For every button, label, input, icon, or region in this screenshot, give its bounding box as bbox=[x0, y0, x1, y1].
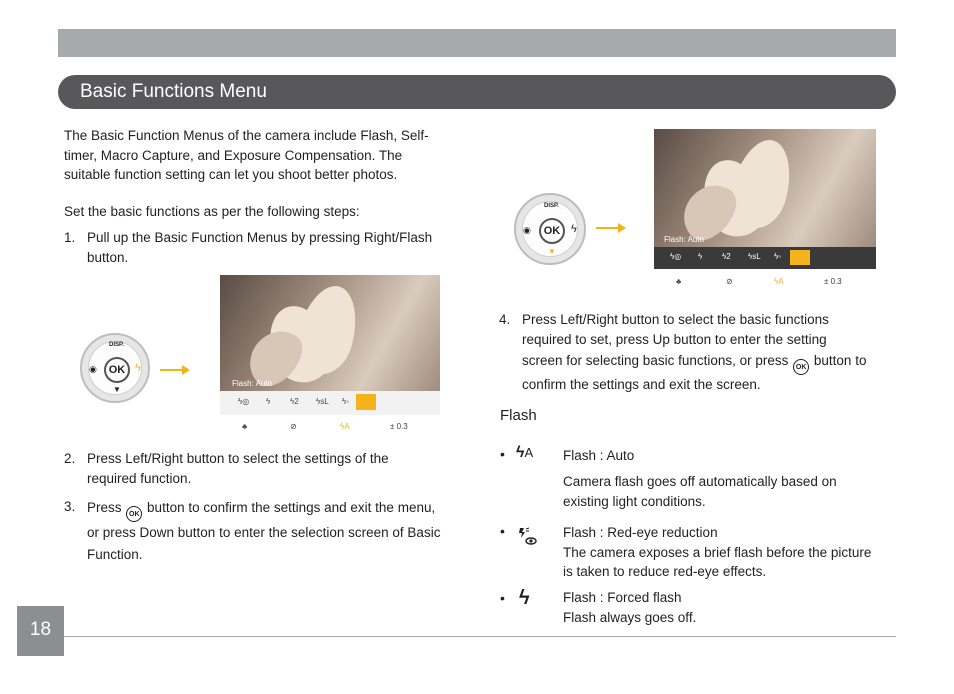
flash-icon: ϟ bbox=[571, 223, 577, 235]
camera-screen bbox=[654, 129, 876, 295]
step-3-pre: Press bbox=[87, 500, 122, 515]
step-4-line: Press Left/Right button to select the basic functions bbox=[522, 312, 829, 327]
section-title-bar bbox=[58, 75, 896, 109]
step-4-number: 4. bbox=[499, 312, 511, 327]
intro-paragraph bbox=[64, 126, 464, 185]
red-eye-icon bbox=[518, 526, 540, 548]
step-4-line: confirm the settings and exit the screen. bbox=[522, 377, 761, 392]
desc-line: The camera exposes a brief flash before the picture bbox=[563, 544, 872, 560]
control-dial bbox=[514, 193, 586, 265]
macro-icon: ◉ bbox=[523, 225, 531, 235]
ok-button-icon: OK bbox=[104, 357, 130, 383]
forced-flash-label: Flash : Forced flash bbox=[563, 590, 682, 605]
step-1-line: Pull up the Basic Function Menus by pressing Right/Flash bbox=[87, 230, 433, 245]
bullet: • bbox=[500, 590, 505, 606]
step-1-number: 1. bbox=[64, 230, 76, 245]
intro-line: suitable function setting can let you shoot better photos. bbox=[64, 167, 398, 182]
screen-caption: Flash: Auto bbox=[232, 379, 273, 388]
step-3-text bbox=[87, 497, 467, 566]
disp-label: DISP. bbox=[109, 342, 124, 348]
flash-auto-icon: ϟA bbox=[516, 444, 534, 461]
red-eye-label: Flash : Red-eye reduction bbox=[563, 525, 718, 540]
arrow-right-icon bbox=[596, 227, 618, 229]
intro-line: timer, Macro Capture, and Exposure Compensation. The bbox=[64, 147, 403, 163]
step-2-line: Press Left/Right button to select the settings of the bbox=[87, 451, 389, 466]
selected-option bbox=[356, 394, 376, 410]
red-eye-text bbox=[563, 523, 893, 582]
page-number-box bbox=[17, 606, 64, 656]
arrow-right-icon bbox=[160, 369, 182, 371]
macro-icon: ◉ bbox=[89, 364, 97, 374]
desc-line: is taken to reduce red-eye effects. bbox=[563, 564, 767, 579]
control-dial bbox=[80, 333, 150, 403]
step-2-number: 2. bbox=[64, 451, 76, 466]
flash-heading: Flash bbox=[500, 407, 537, 424]
footer-line bbox=[64, 636, 896, 637]
desc-line: Flash always goes off. bbox=[563, 609, 697, 625]
forced-flash-icon: ϟ bbox=[519, 587, 530, 609]
arrow-right-icon bbox=[618, 223, 626, 233]
arrow-right-icon bbox=[182, 365, 190, 375]
step-4-text bbox=[522, 310, 902, 395]
delete-icon: ▼ bbox=[548, 247, 556, 256]
bullet: • bbox=[500, 446, 505, 462]
step-1-illustration bbox=[78, 275, 440, 439]
ok-button-icon: OK bbox=[126, 506, 142, 522]
function-row: ♣ ⊘ ϟA ± 0.3 bbox=[654, 269, 876, 295]
step-4-post: button to bbox=[813, 353, 867, 368]
exposure-value: ± 0.3 bbox=[390, 422, 408, 431]
step-3-number: 3. bbox=[64, 499, 76, 514]
step-1-text bbox=[87, 228, 467, 267]
flash-options-row: ϟ◎ ϟ ϟ2 ϟsL ϟ◦ bbox=[220, 391, 440, 415]
flash-options-row: ϟ◎ ϟ ϟ2 ϟsL ϟ◦ bbox=[654, 247, 876, 269]
camera-screen bbox=[220, 275, 440, 439]
function-row: ♣ ⊘ ϟA ± 0.3 bbox=[220, 415, 440, 439]
selected-option bbox=[790, 250, 810, 265]
flash-auto-desc bbox=[563, 472, 893, 511]
step-1-line: button. bbox=[87, 249, 129, 265]
step-4-line bbox=[522, 349, 902, 375]
disp-label: DISP. bbox=[544, 203, 559, 209]
steps-intro: Set the basic functions as per the following steps: bbox=[64, 204, 360, 219]
bullet: • bbox=[500, 523, 505, 539]
desc-line: existing light conditions. bbox=[563, 493, 706, 509]
screen-caption: Flash: Auto bbox=[664, 235, 705, 244]
step-2-line: required function. bbox=[87, 470, 192, 486]
page-number: 18 bbox=[29, 619, 52, 640]
step-3-post: button to confirm the settings and exit the menu, bbox=[147, 500, 436, 515]
flash-icon: ϟ bbox=[135, 362, 141, 374]
forced-flash-text bbox=[563, 588, 893, 627]
desc-line: Camera flash goes off automatically based on bbox=[563, 474, 837, 489]
step-3-line: or press Down button to enter the selection screen of Basic bbox=[87, 525, 441, 540]
step-4-illustration bbox=[512, 129, 876, 295]
step-3-line: Function. bbox=[87, 547, 143, 562]
ok-button-icon: OK bbox=[539, 218, 565, 244]
step-4-line: required to set, press Up button to enter the setting bbox=[522, 331, 827, 347]
header-bar bbox=[58, 29, 896, 57]
ok-button-icon: OK bbox=[793, 359, 809, 375]
section-title: Basic Functions Menu bbox=[80, 81, 267, 102]
flash-auto-label: Flash : Auto bbox=[563, 448, 635, 463]
intro-line: The Basic Function Menus of the camera include Flash, Self- bbox=[64, 128, 429, 143]
step-2-text bbox=[87, 449, 467, 488]
exposure-value: ± 0.3 bbox=[824, 277, 842, 286]
step-3-line bbox=[87, 497, 467, 522]
delete-icon: ▼ bbox=[113, 385, 121, 394]
flash-auto-icon-letter: A bbox=[524, 445, 534, 460]
step-4-pre: screen for selecting basic functions, or press bbox=[522, 353, 789, 368]
